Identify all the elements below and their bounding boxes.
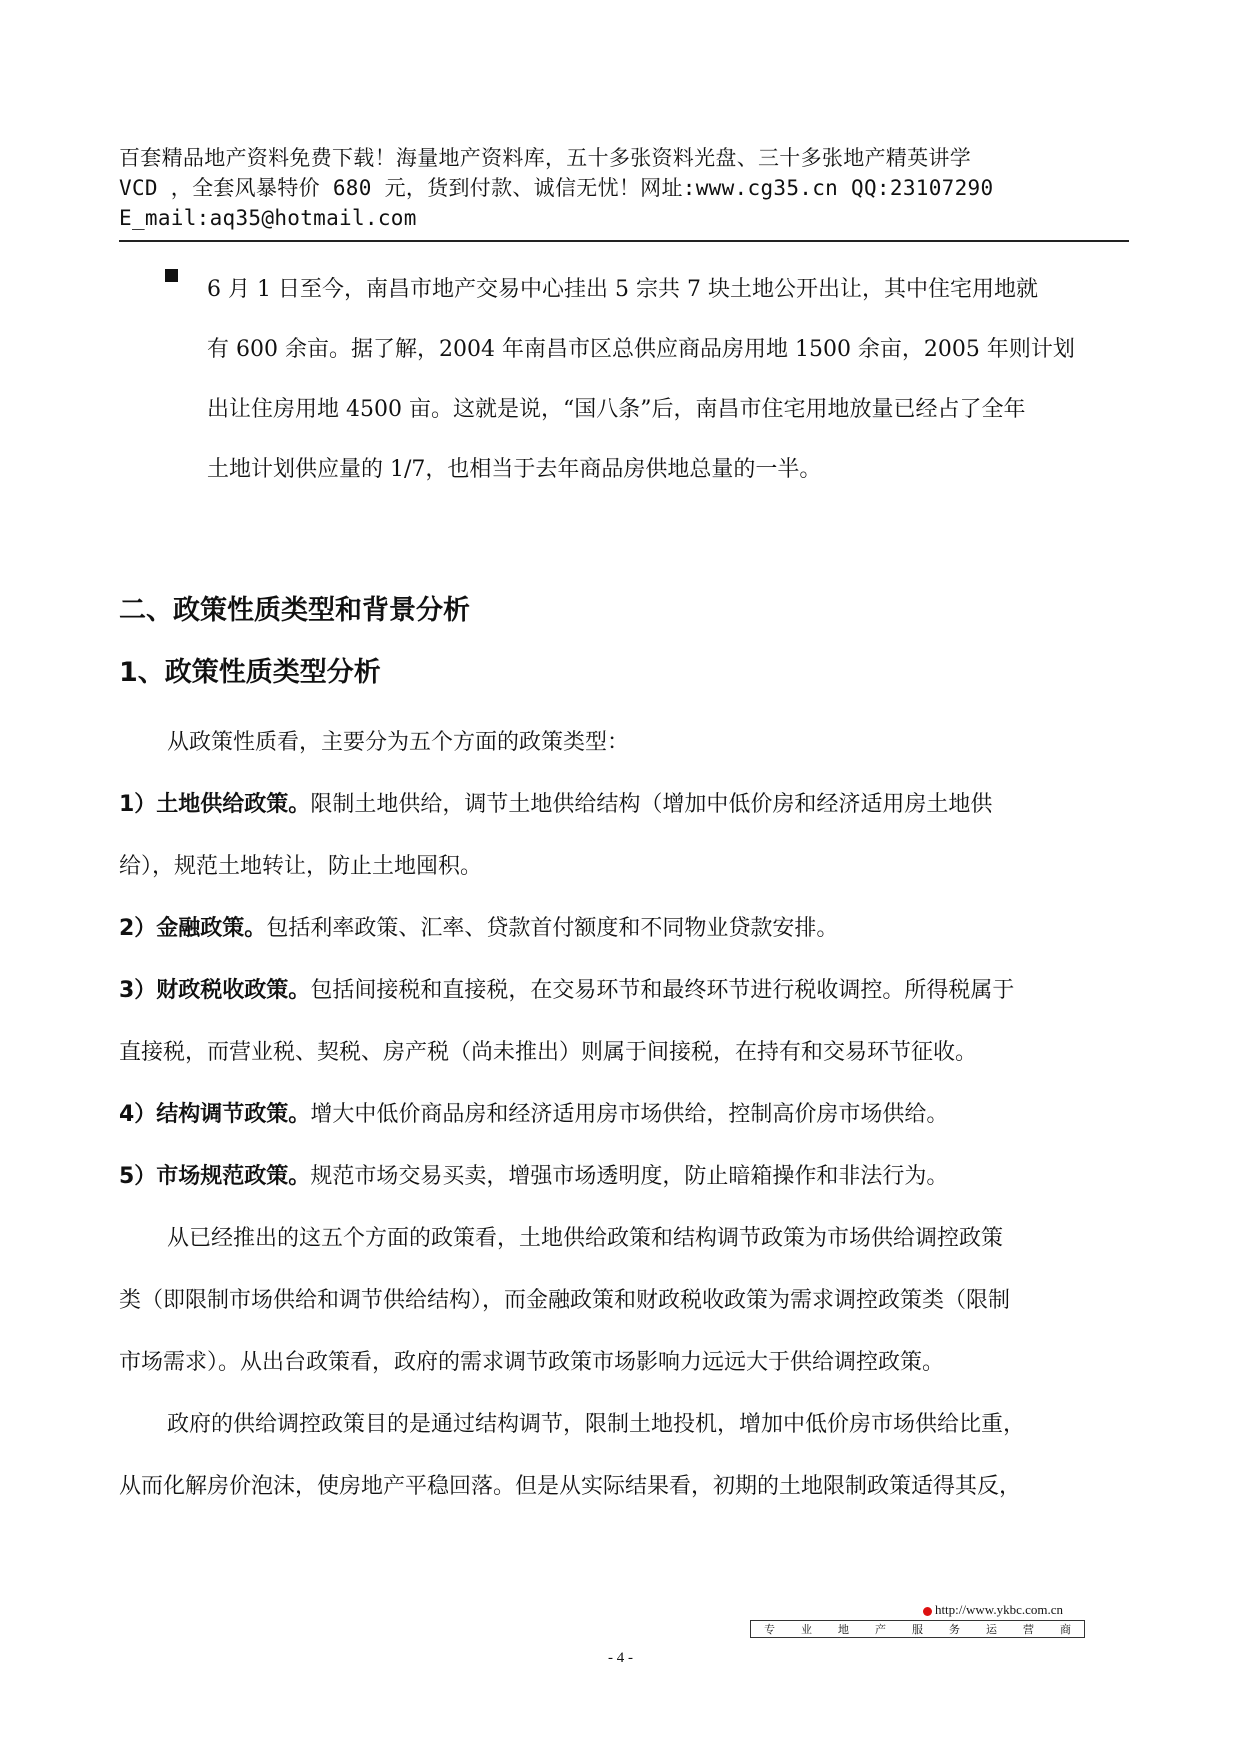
header-line-1: 百套精品地产资料免费下载！海量地产资料库，五十多张资料光盘、三十多张地产精英讲学 <box>119 146 971 170</box>
square-bullet-icon <box>165 269 178 282</box>
bullet-line: 出让住房用地 4500 亩。这就是说，“国八条”后，南昌市住宅用地放量已经占了全年 <box>207 397 1026 422</box>
header-line-3: E_mail:aq35@hotmail.com <box>119 206 417 230</box>
policy-item-text: 包括利率政策、汇率、贷款首付额度和不同物业贷款安排。 <box>266 916 839 941</box>
red-dot-icon <box>923 1607 932 1616</box>
policy-item-text: 直接税，而营业税、契税、房产税（尚未推出）则属于间接税，在持有和交易环节征收。 <box>119 1040 978 1065</box>
header-divider <box>119 240 1129 242</box>
bullet-line: 有 600 余亩。据了解，2004 年南昌市区总供应商品房用地 1500 余亩，2005 年则计划 <box>207 337 1075 362</box>
policy-item-lead: 2）金融政策。 <box>119 916 267 941</box>
policy-item-1 <box>119 774 1129 898</box>
bullet-line: 6 月 1 日至今，南昌市地产交易中心挂出 5 宗共 7 块土地公开出让，其中住宅用地就 <box>207 277 1038 302</box>
document-body <box>119 712 1129 1518</box>
bullet-paragraph <box>165 260 1125 500</box>
analysis-paragraph-1: 从已经推出的这五个方面的政策看，土地供给政策和结构调节政策为市场供给调控政策 类（即限制市场供给和调节供给结构），而金融政策和财政税收政策为需求调控政策类（限制 市场需求）。从出台政策看，政府的需求调节政策市场影响力远远大于供给调控政策。 <box>119 1226 1011 1375</box>
footer-slogan-bar: 专 业 地 产 服 务 运 营 商 <box>750 1620 1085 1638</box>
policy-item-3 <box>119 960 1129 1084</box>
subsection-heading: 1、政策性质类型分析 <box>119 657 381 688</box>
policy-item-lead: 5）市场规范政策。 <box>119 1164 311 1189</box>
policy-item-text: 增大中低价商品房和经济适用房市场供给，控制高价房市场供给。 <box>310 1102 949 1127</box>
policy-item-text: 限制土地供给，调节土地供给结构（增加中低价房和经济适用房土地供 <box>310 792 993 817</box>
analysis-paragraph-2: 政府的供给调控政策目的是通过结构调节，限制土地投机，增加中低价房市场供给比重， 从而化解房价泡沫，使房地产平稳回落。但是从实际结果看，初期的土地限制政策适得其反， <box>119 1412 1026 1499</box>
footer-logo <box>750 1602 1085 1638</box>
page-header <box>119 143 1129 233</box>
header-line-2: VCD ，全套风暴特价 680 元，货到付款、诚信无忧！网址:www.cg35.cn QQ:23107290 <box>119 176 994 200</box>
policy-item-4 <box>119 1084 1129 1146</box>
policy-item-lead: 4）结构调节政策。 <box>119 1102 311 1127</box>
policy-item-text: 规范市场交易买卖，增强市场透明度，防止暗箱操作和非法行为。 <box>310 1164 949 1189</box>
policy-item-2 <box>119 898 1129 960</box>
policy-item-text: 给），规范土地转让，防止土地囤积。 <box>119 854 483 879</box>
policy-item-5 <box>119 1146 1129 1208</box>
section-heading: 二、政策性质类型和背景分析 <box>119 595 470 626</box>
policy-item-lead: 3）财政税收政策。 <box>119 978 311 1003</box>
policy-item-lead: 1）土地供给政策。 <box>119 792 311 817</box>
page-number: - 4 - <box>608 1650 633 1666</box>
intro-paragraph: 从政策性质看，主要分为五个方面的政策类型： <box>167 730 630 755</box>
footer-url: http://www.ykbc.com.cn <box>750 1602 1085 1618</box>
bullet-text <box>207 260 1125 500</box>
bullet-line: 土地计划供应量的 1/7，也相当于去年商品房供地总量的一半。 <box>207 457 822 482</box>
policy-item-text: 包括间接税和直接税，在交易环节和最终环节进行税收调控。所得税属于 <box>310 978 1015 1003</box>
